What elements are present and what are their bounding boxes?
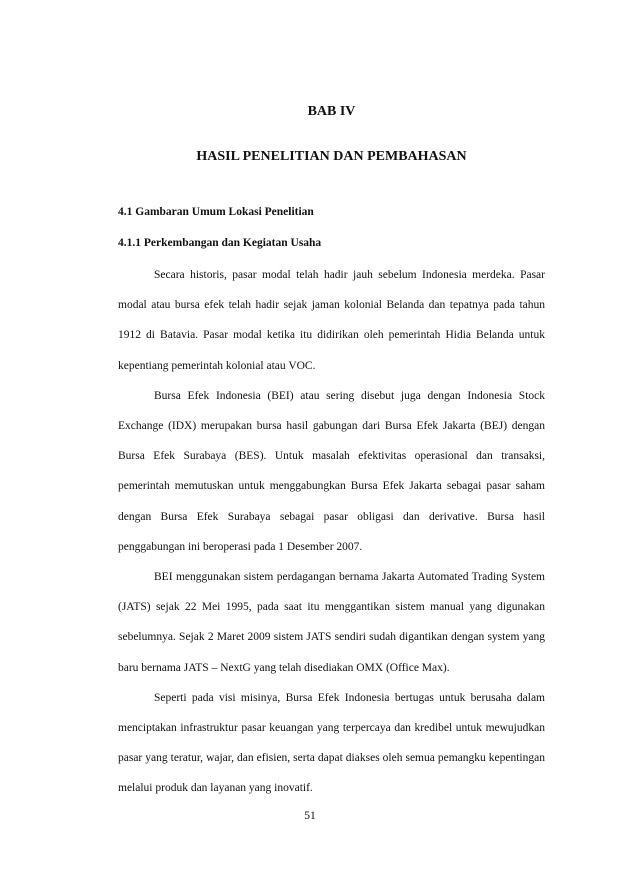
paragraph-jats: BEI menggunakan sistem perdagangan bernama Jakarta Automated Trading System (JATS) sejak 22 Mei 1995, pada saat itu menggantikan sistem manual yang digunakan sebelumnya. Sejak 2 Maret 2009 sistem JATS sendiri sudah digantikan dengan system yang baru bernama JATS – NextG yang telah disediakan OMX (Office Max). xyxy=(118,571,545,674)
paragraph-vision-mission: Seperti pada visi misinya, Bursa Efek Indonesia bertugas untuk berusaha dalam menciptakan infrastruktur pasar keuangan yang terpercaya dan kredibel untuk mewujudkan pasar yang teratur, wajar, dan efisien, serta dapat diakses oleh semua pemangku kepentingan melalui produk dan layanan yang inovatif. xyxy=(118,691,545,795)
subsection-heading: 4.1.1 Perkembangan dan Kegiatan Usaha xyxy=(118,237,322,249)
chapter-number: BAB IV xyxy=(307,104,356,119)
paragraph-bei-merger: Bursa Efek Indonesia (BEI) atau sering disebut juga dengan Indonesia Stock Exchange (IDX) merupakan bursa hasil gabungan dari Bursa Efek Jakarta (BEJ) dengan Bursa Efek Surabaya (BES). Untuk masalah efektivitas operasional dan transaksi, pemerintah memutuskan untuk menggabungkan Bursa Efek Jakarta sebagai pasar saham dengan Bursa Efek Surabaya sebagai pasar obligasi dan derivative. Bursa hasil penggabungan ini beroperasi pada 1 Desember 2007. xyxy=(118,389,545,553)
body-text xyxy=(118,260,545,804)
paragraph-history: Secara historis, pasar modal telah hadir jauh sebelum Indonesia merdeka. Pasar modal atau bursa efek telah hadir sejak jaman kolonial Belanda dan tepatnya pada tahun 1912 di Batavia. Pasar modal ketika itu didirikan oleh pemerintah Hidia Belanda untuk kepentiang pemerintah kolonial atau VOC. xyxy=(118,269,545,372)
chapter-title: HASIL PENELITIAN DAN PEMBAHASAN xyxy=(196,149,467,164)
section-heading: 4.1 Gambaran Umum Lokasi Penelitian xyxy=(118,206,314,218)
page-number: 51 xyxy=(304,810,316,822)
